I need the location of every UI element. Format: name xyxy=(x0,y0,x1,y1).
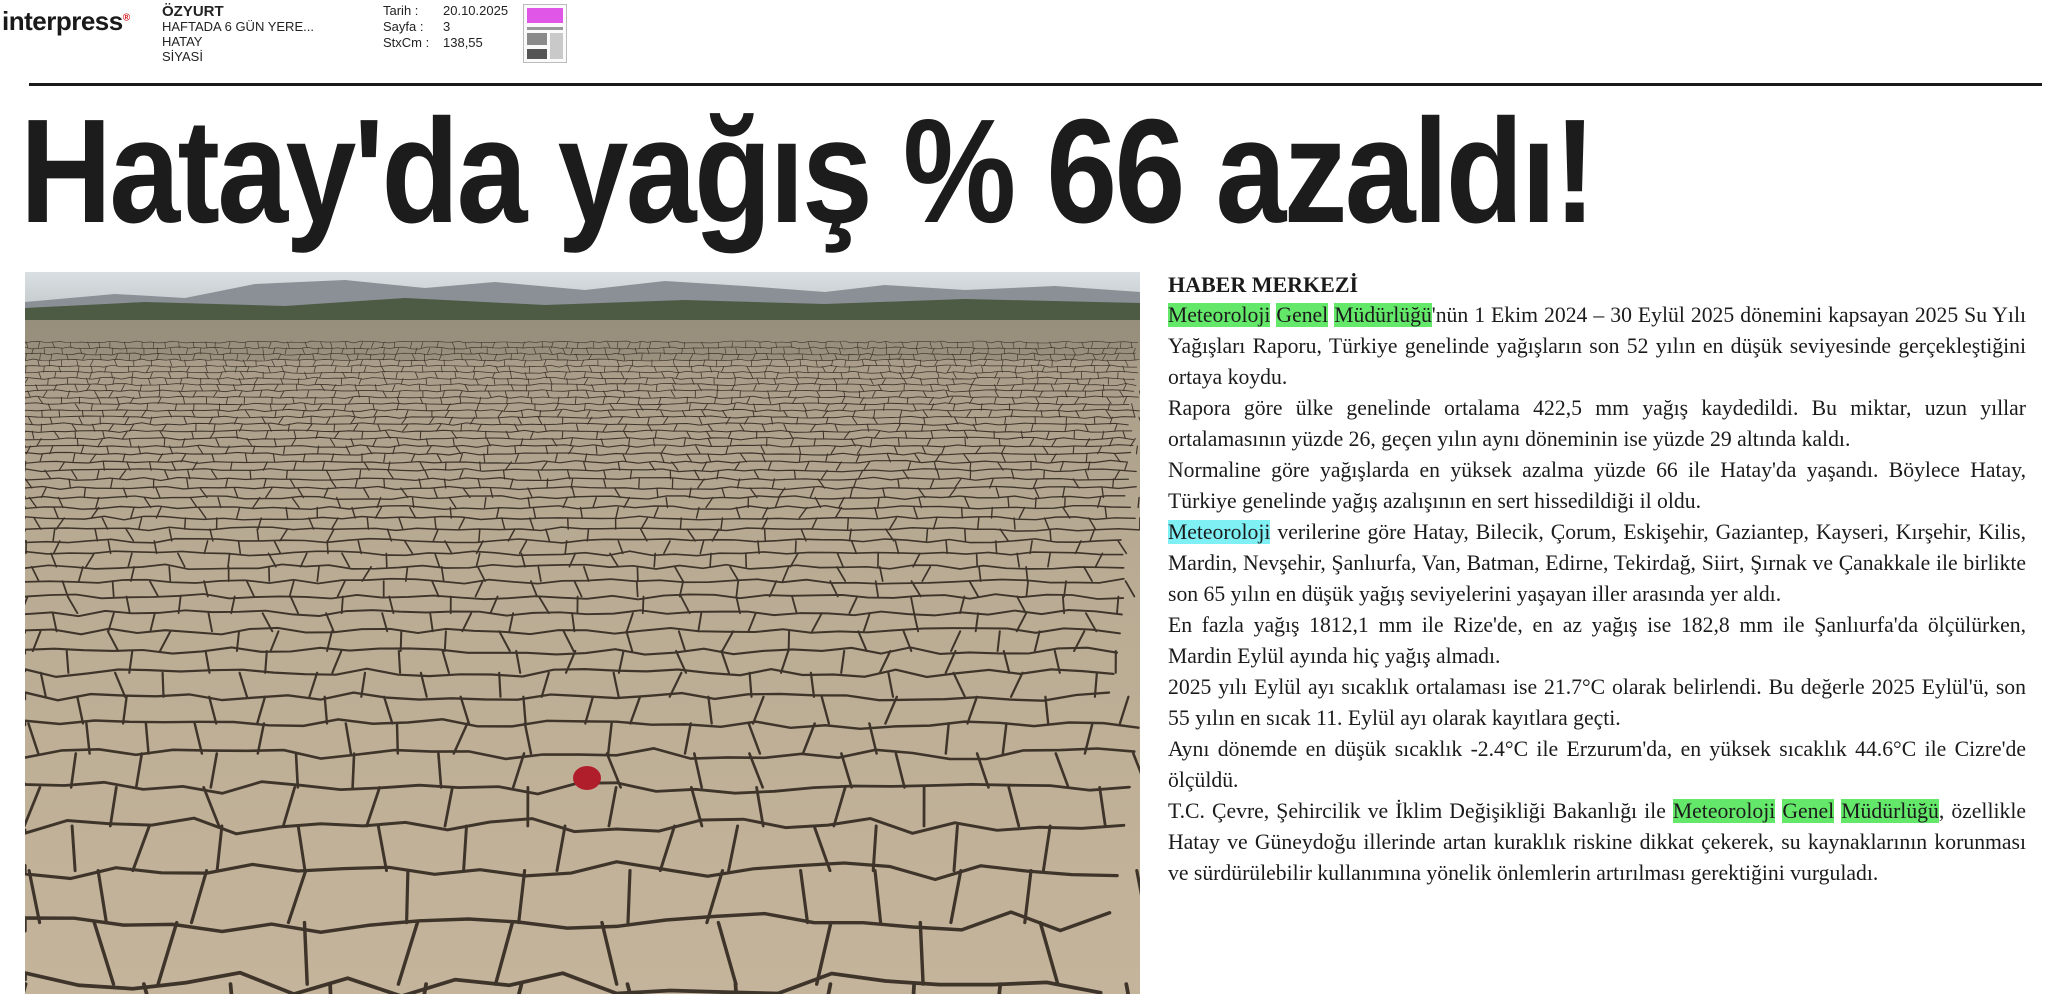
article-body xyxy=(1168,270,2026,889)
byline: HABER MERKEZİ xyxy=(1168,272,1359,297)
highlight-genel: Genel xyxy=(1782,799,1835,823)
clipping-meta xyxy=(383,3,508,51)
highlight-genel: Genel xyxy=(1276,303,1329,327)
paragraph-4: Meteoroloji verilerine göre Hatay, Bilecik, Çorum, Eskişehir, Gaziantep, Kayseri, Kırşehir, Kilis, Mardin, Nevşehir, Şanlıurfa, Van, Batman, Edirne, Tekirdağ, Siirt, Şırnak ve Çanakkale ile birlikte son 65 yılın en düşük yağış seviyelerini yaşayan iller arasında yer aldı. xyxy=(1168,520,2026,606)
paragraph-7: Aynı dönemde en düşük sıcaklık -2.4°C ile Erzurum'da, en yüksek sıcaklık 44.6°C ile Cizre'de ölçüldü. xyxy=(1168,737,2026,792)
paragraph-8: T.C. Çevre, Şehircilik ve İklim Değişikliği Bakanlığı ile Meteoroloji Genel Müdürlüğü, özellikle Hatay ve Güneydoğu illerinde artan kuraklık riskine dikkat çekerek, su kaynaklarının korunması ve sürdürülebilir kullanımına yönelik önlemlerin artırılması gerektiğini vurguladı. xyxy=(1168,799,2027,885)
publication-section: SİYASİ xyxy=(162,49,203,64)
publication-info xyxy=(162,4,314,64)
publication-name: ÖZYURT xyxy=(162,3,224,20)
page-thumbnail[interactable] xyxy=(523,4,567,63)
interpress-logo: interpress® xyxy=(2,6,130,36)
highlight-meteoroloji: Meteoroloji xyxy=(1168,520,1271,544)
paragraph-5: En fazla yağış 1812,1 mm ile Rize'de, en az yağış ise 182,8 mm ile Şanlıurfa'da ölçülürken, Mardin Eylül ayında hiç yağış almadı. xyxy=(1168,613,2026,668)
paragraph-6: 2025 yılı Eylül ayı sıcaklık ortalaması ise 21.7°C olarak belirlendi. Bu değerle 2025 Eylül'ü, son 55 yılın en sıcak 11. Eylül ayı olarak kayıtlara geçti. xyxy=(1168,675,2026,730)
highlight-mudurlugu: Müdürlüğü xyxy=(1334,303,1432,327)
stxcm-label: StxCm : xyxy=(383,35,430,50)
cracked-earth-image xyxy=(25,272,1140,994)
header-rule xyxy=(29,83,2042,86)
page-value: 3 xyxy=(443,19,451,34)
highlight-mudurlugu: Müdürlüğü xyxy=(1841,799,1939,823)
publication-region: HATAY xyxy=(162,34,203,49)
paragraph-1: Meteoroloji Genel Müdürlüğü'nün 1 Ekim 2024 – 30 Eylül 2025 dönemini kapsayan 2025 Su Yılı Yağışları Raporu, Türkiye genelinde yağışların son 52 yılın en düşük seviyesinde gerçekleştiğini ortaya koydu. xyxy=(1168,303,2027,389)
highlight-meteoroloji: Meteoroloji xyxy=(1168,303,1271,327)
date-value: 20.10.2025 xyxy=(443,3,509,18)
headline: Hatay'da yağış % 66 azaldı! xyxy=(20,89,1594,254)
drought-photo xyxy=(25,272,1140,994)
publication-frequency: HAFTADA 6 GÜN YERE... xyxy=(162,19,314,34)
page-label: Sayfa : xyxy=(383,19,424,34)
paragraph-2: Rapora göre ülke genelinde ortalama 422,5 mm yağış kaydedildi. Bu miktar, uzun yıllar ortalamasının yüzde 26, geçen yılın aynı döneminin ise yüzde 29 altında kaldı. xyxy=(1168,396,2026,451)
paragraph-3: Normaline göre yağışlarda en yüksek azalma yüzde 66 ile Hatay'da yaşandı. Böylece Hatay, Türkiye genelinde yağış azalışının en sert hissedildiği il oldu. xyxy=(1168,458,2026,513)
date-label: Tarih : xyxy=(383,3,419,18)
highlight-meteoroloji: Meteoroloji xyxy=(1672,799,1776,823)
stxcm-value: 138,55 xyxy=(443,35,483,50)
